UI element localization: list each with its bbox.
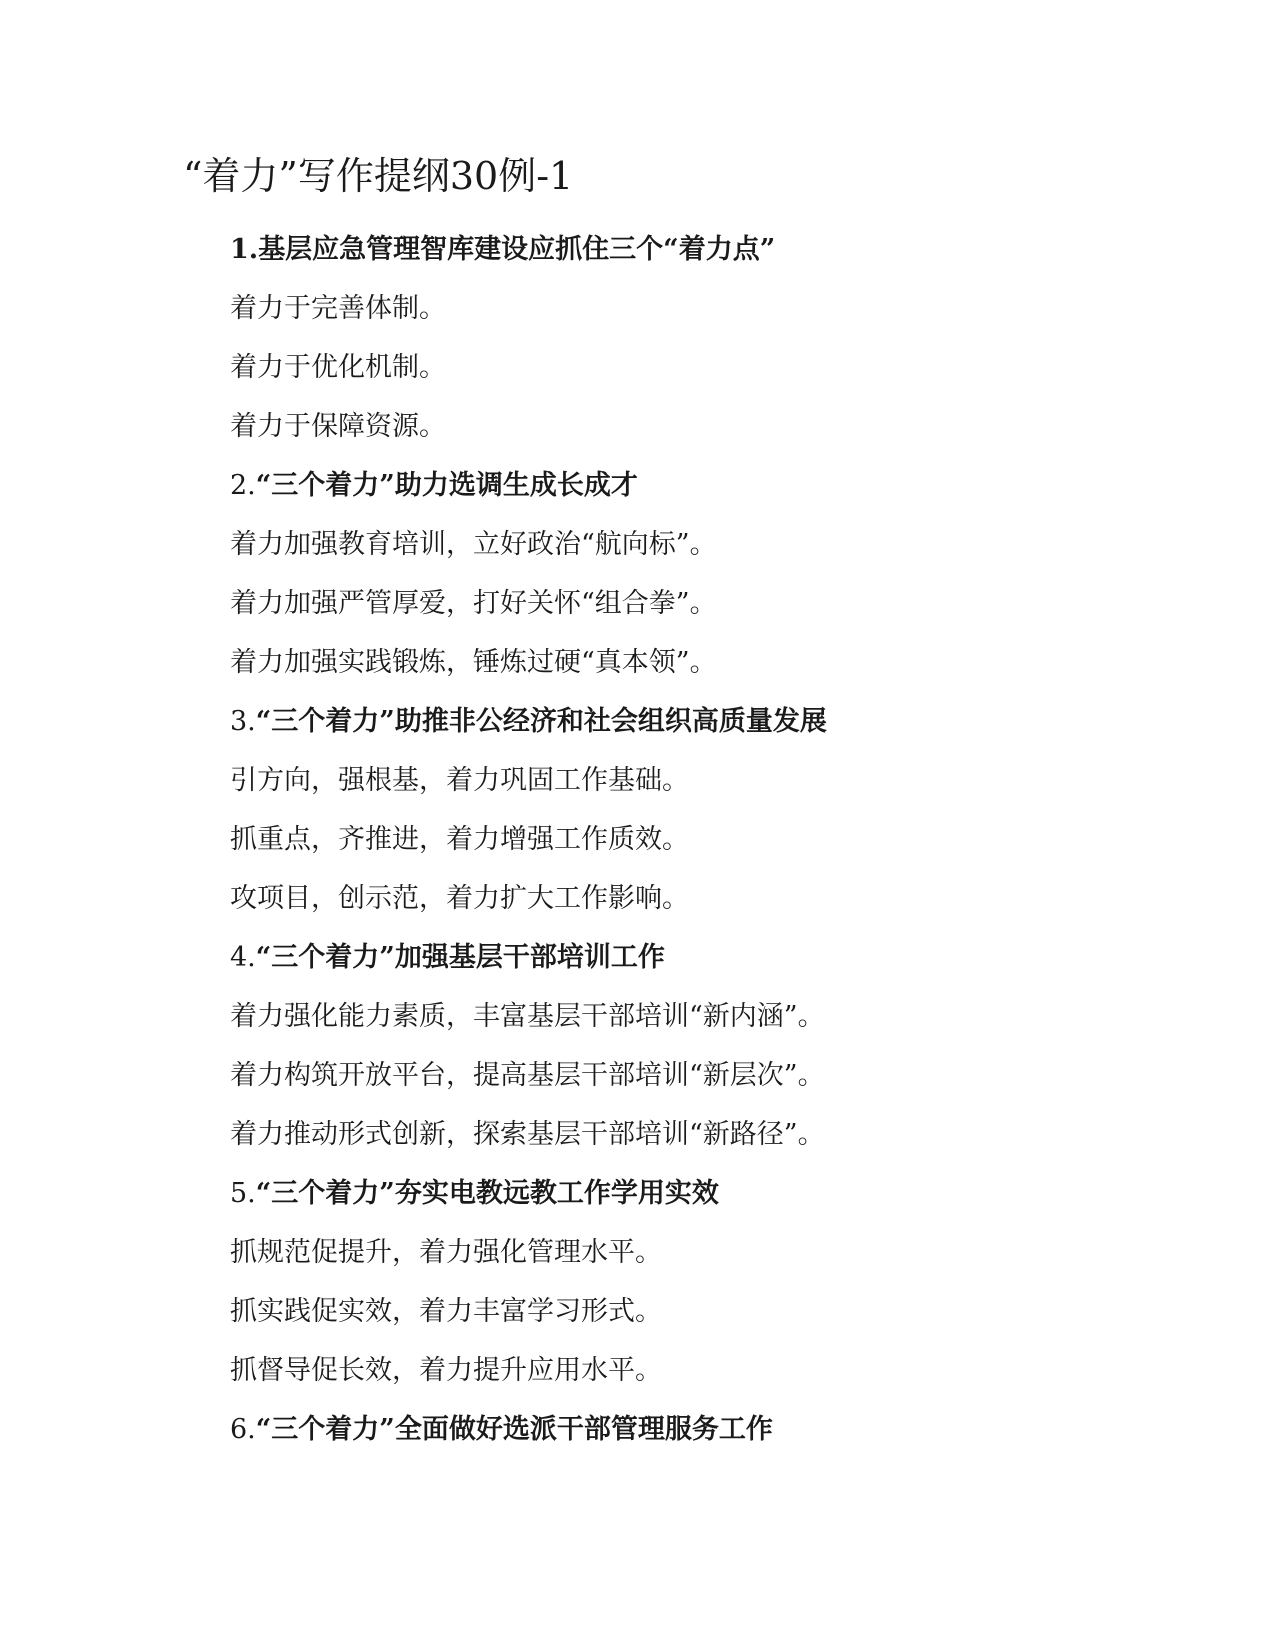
section-number: 4. (230, 942, 256, 973)
list-item: 着力强化能力素质，丰富基层干部培训“新内涵”。 (230, 1001, 825, 1032)
list-item: 着力加强实践锻炼，锤炼过硬“真本领”。 (230, 647, 717, 678)
section-number: 5. (230, 1178, 256, 1209)
list-item: 着力构筑开放平台，提高基层干部培训“新层次”。 (230, 1060, 825, 1091)
section-heading-text: “三个着力”加强基层干部培训工作 (255, 942, 665, 973)
section-heading (230, 692, 1190, 751)
section-number: 1. (230, 234, 259, 265)
list-item: 引方向，强根基，着力巩固工作基础。 (230, 765, 689, 796)
section-heading-text: “三个着力”助推非公经济和社会组织高质量发展 (255, 706, 827, 737)
list-item: 着力于完善体制。 (230, 293, 446, 324)
list-item: 抓实践促实效，着力丰富学习形式。 (230, 1296, 662, 1327)
section-number: 3. (230, 706, 256, 737)
section-heading-text: “三个着力”全面做好选派干部管理服务工作 (255, 1414, 773, 1445)
section-heading (230, 928, 1190, 987)
list-item: 着力加强严管厚爱，打好关怀“组合拳”。 (230, 588, 717, 619)
list-item: 着力加强教育培训，立好政治“航向标”。 (230, 529, 717, 560)
list-item: 攻项目，创示范，着力扩大工作影响。 (230, 883, 689, 914)
section-heading (230, 220, 1190, 279)
section-heading (230, 1164, 1190, 1223)
section-heading-text: 基层应急管理智库建设应抓住三个“着力点” (258, 234, 776, 265)
list-item: 着力于优化机制。 (230, 352, 446, 383)
section-heading-text: “三个着力”夯实电教远教工作学用实效 (255, 1178, 719, 1209)
list-item: 着力推动形式创新，探索基层干部培训“新路径”。 (230, 1119, 825, 1150)
document-title: “着力”写作提纲30例-1 (183, 154, 574, 198)
list-item: 抓督导促长效，着力提升应用水平。 (230, 1355, 662, 1386)
section-heading (230, 1400, 1190, 1459)
section-number: 2. (230, 470, 256, 501)
list-item: 抓重点，齐推进，着力增强工作质效。 (230, 824, 689, 855)
section-heading-text: “三个着力”助力选调生成长成才 (255, 470, 638, 501)
document-body (230, 220, 1190, 1459)
list-item: 抓规范促提升，着力强化管理水平。 (230, 1237, 662, 1268)
list-item: 着力于保障资源。 (230, 411, 446, 442)
section-number: 6. (230, 1414, 256, 1445)
section-heading (230, 456, 1190, 515)
